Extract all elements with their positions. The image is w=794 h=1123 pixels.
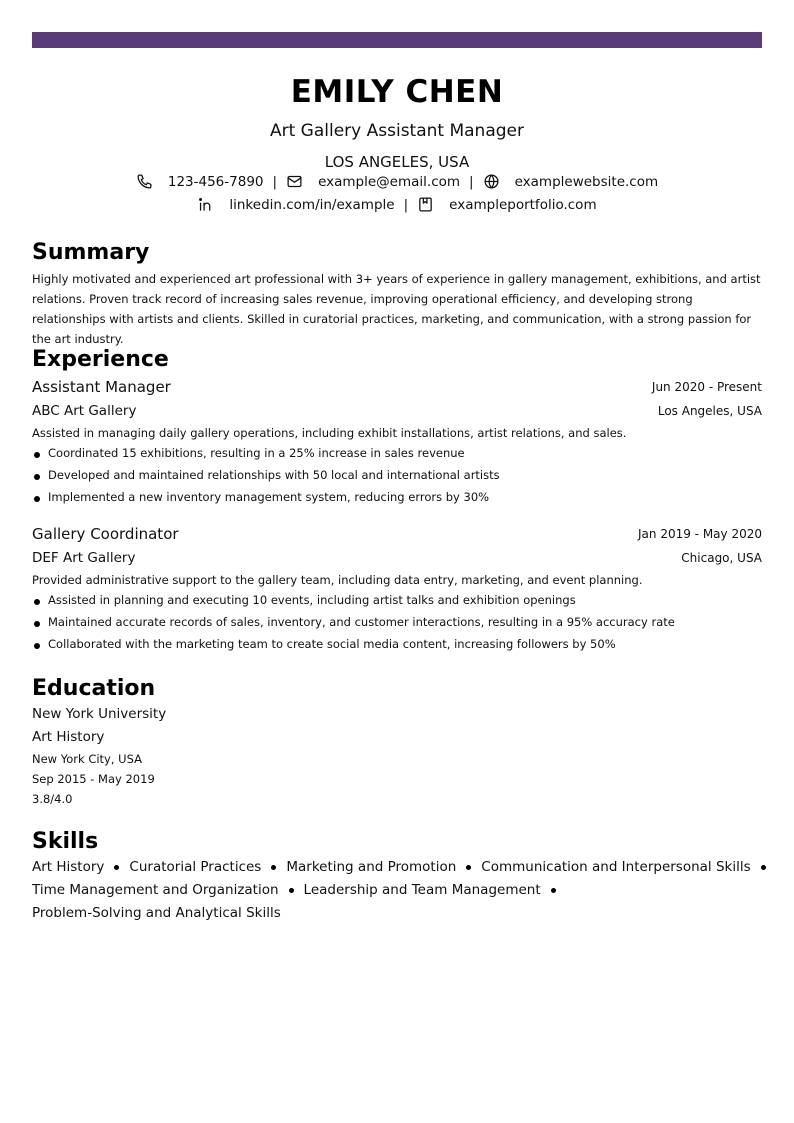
candidate-location: LOS ANGELES, USA bbox=[324, 153, 470, 171]
bullet-dot bbox=[34, 599, 40, 605]
job-location: Los Angeles, USA bbox=[657, 404, 762, 418]
skill-item: Communication and Interpersonal Skills bbox=[481, 859, 751, 875]
linkedin-link[interactable]: linkedin.com/in/example bbox=[229, 196, 395, 213]
list-item bbox=[32, 490, 489, 504]
skill-item: Art History bbox=[32, 859, 105, 875]
job-company: ABC Art Gallery bbox=[32, 403, 137, 419]
education-location: New York City, USA bbox=[32, 752, 142, 766]
job-title: Assistant Manager bbox=[32, 378, 171, 396]
bullet-text: Developed and maintained relationships with 50 local and international artists bbox=[48, 468, 500, 482]
list-item bbox=[32, 468, 500, 482]
skills-heading: Skills bbox=[32, 829, 99, 854]
accent-bar bbox=[32, 32, 762, 48]
bullet-dot bbox=[34, 452, 40, 458]
bullet-dot bbox=[34, 474, 40, 480]
experience-heading: Experience bbox=[32, 347, 169, 372]
bullet-text: Implemented a new inventory management system, reducing errors by 30% bbox=[48, 490, 490, 504]
skill-separator bbox=[289, 888, 294, 893]
list-item bbox=[32, 615, 675, 629]
education-field: Art History bbox=[32, 729, 105, 745]
bullet-text: Collaborated with the marketing team to create social media content, increasing followers by 50% bbox=[48, 637, 616, 651]
separator: | bbox=[469, 173, 474, 190]
bullet-dot bbox=[34, 496, 40, 502]
contact-row-primary bbox=[32, 173, 762, 190]
contact-row-secondary bbox=[32, 196, 762, 213]
skill-separator bbox=[466, 865, 471, 870]
bullet-text: Maintained accurate records of sales, inventory, and customer interactions, resulting in a 95% accuracy rate bbox=[48, 615, 675, 629]
skills-line bbox=[32, 859, 776, 875]
skill-item: Problem-Solving and Analytical Skills bbox=[32, 905, 281, 921]
separator: | bbox=[272, 173, 278, 190]
skill-item: Curatorial Practices bbox=[129, 859, 262, 875]
job-dates: Jan 2019 - May 2020 bbox=[638, 527, 762, 541]
education-dates: Sep 2015 - May 2019 bbox=[32, 772, 155, 786]
bullet-text: Assisted in planning and executing 10 events, including artist talks and exhibition openings bbox=[48, 593, 576, 607]
email-link[interactable]: example@email.com bbox=[318, 173, 461, 190]
skill-item: Marketing and Promotion bbox=[286, 859, 457, 875]
phone-number[interactable]: 123-456-7890 bbox=[167, 173, 264, 190]
bullet-text: Coordinated 15 exhibitions, resulting in a 25% increase in sales revenue bbox=[48, 446, 465, 460]
list-item bbox=[32, 446, 465, 460]
separator: | bbox=[403, 196, 409, 213]
bullet-dot bbox=[34, 643, 40, 649]
job-location: Chicago, USA bbox=[681, 551, 762, 565]
skills-line bbox=[32, 882, 566, 898]
skill-separator bbox=[114, 865, 119, 870]
job-dates: Jun 2020 - Present bbox=[651, 380, 762, 394]
summary-text: Highly motivated and experienced art professional with 3+ years of experience in gallery management, exhibitions, and artist relations. Proven track record of increasing sales revenue, improving operational efficiency, and developing strong relationships with artists and clients. Skilled in curatorial practices, marketing, and communication, with a strong passion for the art industry. bbox=[32, 272, 761, 346]
skill-separator bbox=[551, 888, 556, 893]
portfolio-icon bbox=[417, 196, 434, 213]
skill-separator bbox=[761, 865, 766, 870]
job-company: DEF Art Gallery bbox=[32, 550, 136, 566]
portfolio-link[interactable]: exampleportfolio.com bbox=[449, 196, 597, 213]
education-school: New York University bbox=[32, 706, 167, 722]
job-description: Provided administrative support to the gallery team, including data entry, marketing, and event planning. bbox=[32, 573, 643, 587]
job-title: Gallery Coordinator bbox=[32, 525, 179, 543]
globe-icon bbox=[483, 173, 500, 190]
skill-separator bbox=[271, 865, 276, 870]
website-link[interactable]: examplewebsite.com bbox=[514, 173, 659, 190]
email-icon bbox=[286, 173, 303, 190]
job-description: Assisted in managing daily gallery operations, including exhibit installations, artist relations, and sales. bbox=[32, 426, 627, 440]
list-item bbox=[32, 593, 576, 607]
education-gpa: 3.8/4.0 bbox=[32, 792, 73, 806]
list-item bbox=[32, 637, 616, 651]
education-heading: Education bbox=[32, 676, 156, 701]
candidate-title: Art Gallery Assistant Manager bbox=[269, 121, 524, 141]
skill-item: Leadership and Team Management bbox=[303, 882, 541, 898]
skills-line bbox=[32, 905, 281, 921]
bullet-dot bbox=[34, 621, 40, 627]
summary-heading: Summary bbox=[32, 240, 150, 265]
skill-item: Time Management and Organization bbox=[32, 882, 279, 898]
candidate-name: EMILY CHEN bbox=[290, 74, 504, 110]
phone-icon bbox=[136, 173, 153, 190]
linkedin-icon bbox=[197, 196, 214, 213]
